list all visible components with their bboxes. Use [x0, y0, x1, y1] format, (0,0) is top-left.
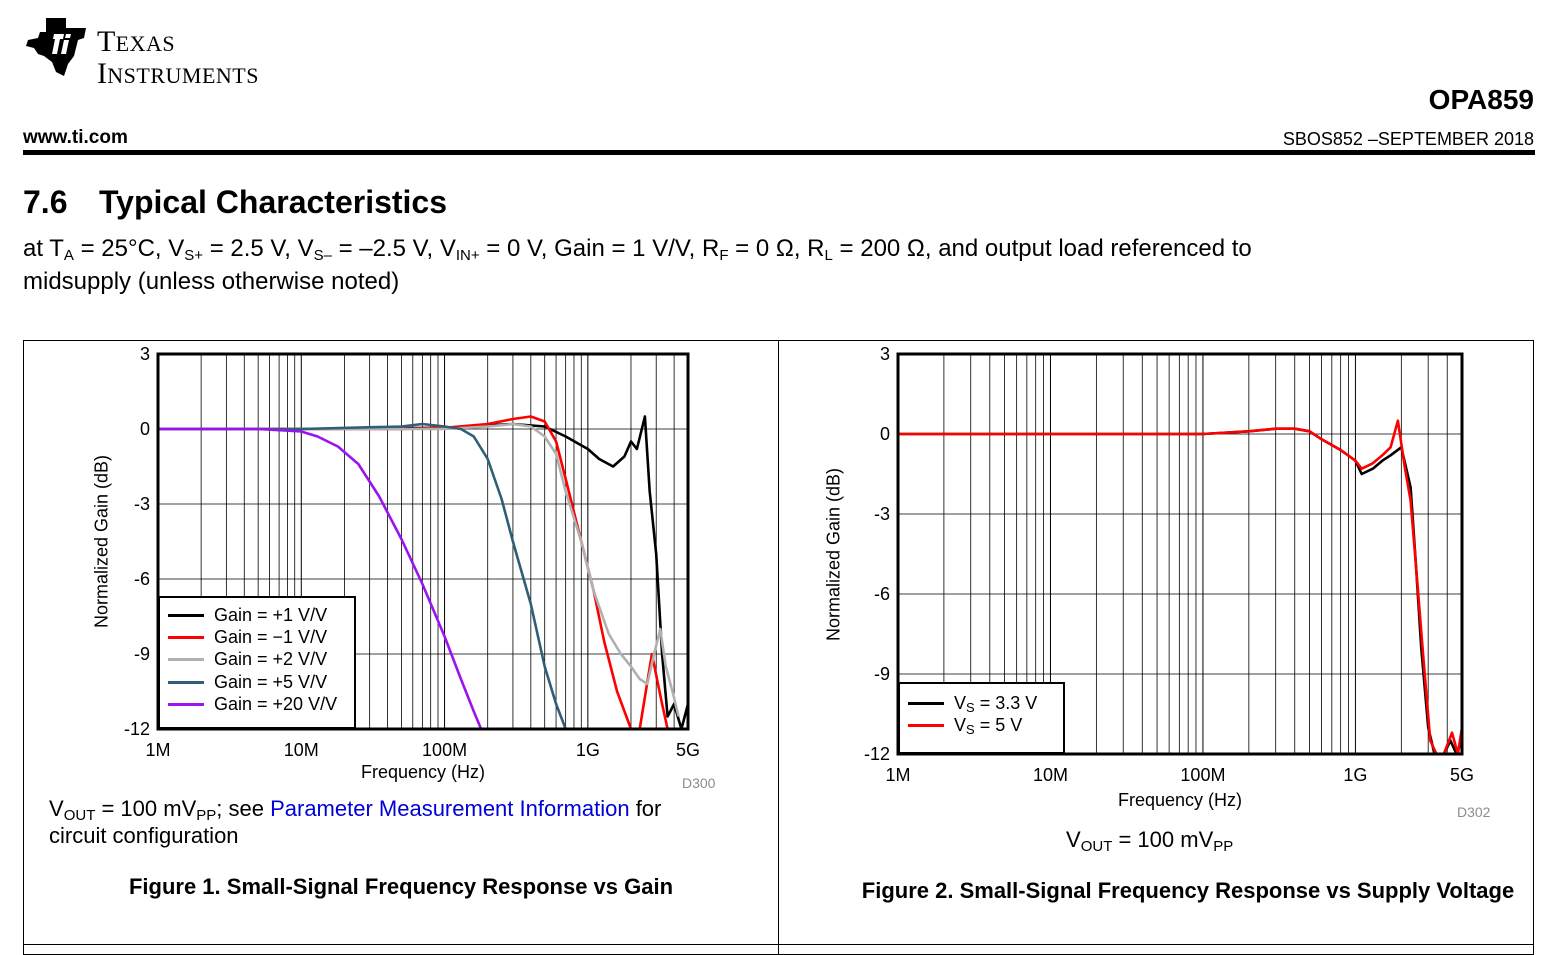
x-tick-label: 100M	[422, 740, 468, 760]
legend-swatch	[168, 681, 204, 684]
legend-swatch	[168, 703, 204, 706]
legend-swatch	[168, 636, 204, 639]
test-conditions: at $T_A = 25^\circ C$, $V_{S+} = 2.5$ V, $V_{S-} = -2.5$ V, $V_{IN+} = 0$ V, Gain = 1 V/V, $R_F = 0$ Ω, $R_L = 200$ Ω, and output load referenced to midsupply (unless otherwise noted)	[23, 235, 1252, 295]
y-tick-label: 3	[139, 344, 150, 364]
legend-label: Gain = −1 V/V	[214, 626, 328, 647]
x-tick-label: 5G	[675, 740, 701, 760]
x-axis-label: Frequency (Hz)	[360, 762, 486, 782]
parameter-measurement-link[interactable]: Parameter Measurement Information	[270, 796, 630, 821]
y-tick-label: -9	[133, 644, 150, 664]
figure2-caption: Figure 2. Small-Signal Frequency Response vs Supply Voltage	[861, 878, 1515, 903]
legend-swatch	[168, 614, 204, 617]
chart-legend	[158, 596, 356, 729]
company-name-line2: INSTRUMENTS	[97, 57, 259, 90]
legend-item	[168, 671, 346, 693]
legend-item	[168, 604, 346, 626]
figure-table-divider	[778, 340, 779, 955]
website-link[interactable]: www.ti.com	[23, 127, 128, 148]
part-number: OPA859	[1428, 84, 1534, 115]
legend-item	[168, 649, 346, 671]
y-tick-label: 0	[879, 424, 890, 444]
x-tick-label: 1G	[575, 740, 600, 760]
x-tick-label: 5G	[1449, 765, 1475, 785]
y-tick-label: -6	[133, 569, 150, 589]
company-name	[97, 27, 259, 91]
document-id: SBOS852 –SEPTEMBER 2018	[1282, 129, 1534, 149]
y-tick-label: -12	[863, 744, 890, 764]
x-tick-label: 100M	[1180, 765, 1226, 785]
y-tick-label: -9	[873, 664, 890, 684]
figure-table-row-rule	[23, 944, 1534, 945]
legend-item	[908, 692, 1055, 714]
y-tick-label: -6	[873, 584, 890, 604]
figure1-note: $V_{OUT} = 100$ $mV_{PP}$; see Parameter Measurement Information for circuit configuration	[49, 796, 662, 848]
ti-logo-icon	[24, 16, 88, 78]
legend-label: Gain = +2 V/V	[214, 649, 328, 670]
legend-label: $V_S = 5$ V	[954, 714, 1023, 737]
chart-legend	[898, 682, 1065, 754]
legend-swatch	[908, 724, 944, 727]
x-tick-label: 1M	[885, 765, 911, 785]
figure2-note: $V_{OUT} = 100$ $mV_{PP}$	[1066, 827, 1234, 855]
figure1-caption: Figure 1. Small-Signal Frequency Response vs Gain	[128, 874, 674, 899]
y-tick-label: -12	[123, 719, 150, 739]
legend-swatch	[908, 702, 944, 705]
section-title-text: Typical Characteristics	[99, 184, 448, 220]
figure-code: D300	[682, 775, 716, 791]
y-tick-label: 3	[879, 344, 890, 364]
y-tick-label: -3	[873, 504, 890, 524]
header-rule	[23, 150, 1535, 155]
legend-item	[168, 693, 346, 715]
y-axis-label: Normalized Gain (dB)	[823, 467, 844, 642]
legend-label: Gain = +5 V/V	[214, 671, 328, 692]
y-axis-label: Normalized Gain (dB)	[91, 454, 112, 629]
x-tick-label: 1M	[145, 740, 171, 760]
y-tick-label: 0	[139, 419, 150, 439]
company-name-line1: TEXAS	[97, 25, 176, 58]
figure-code: D302	[1457, 804, 1491, 820]
legend-item	[168, 626, 346, 648]
section-number: 7.6	[23, 184, 68, 220]
legend-label: Gain = +1 V/V	[214, 604, 328, 625]
x-tick-label: 10M	[283, 740, 319, 760]
x-tick-label: 1G	[1343, 765, 1368, 785]
x-tick-label: 10M	[1032, 765, 1068, 785]
legend-label: Gain = +20 V/V	[214, 693, 338, 714]
legend-label: $V_S = 3.3$ V	[954, 692, 1038, 715]
section-title	[23, 184, 447, 221]
legend-swatch	[168, 658, 204, 661]
y-tick-label: -3	[133, 494, 150, 514]
x-axis-label: Frequency (Hz)	[1117, 790, 1243, 810]
legend-item	[908, 714, 1055, 736]
